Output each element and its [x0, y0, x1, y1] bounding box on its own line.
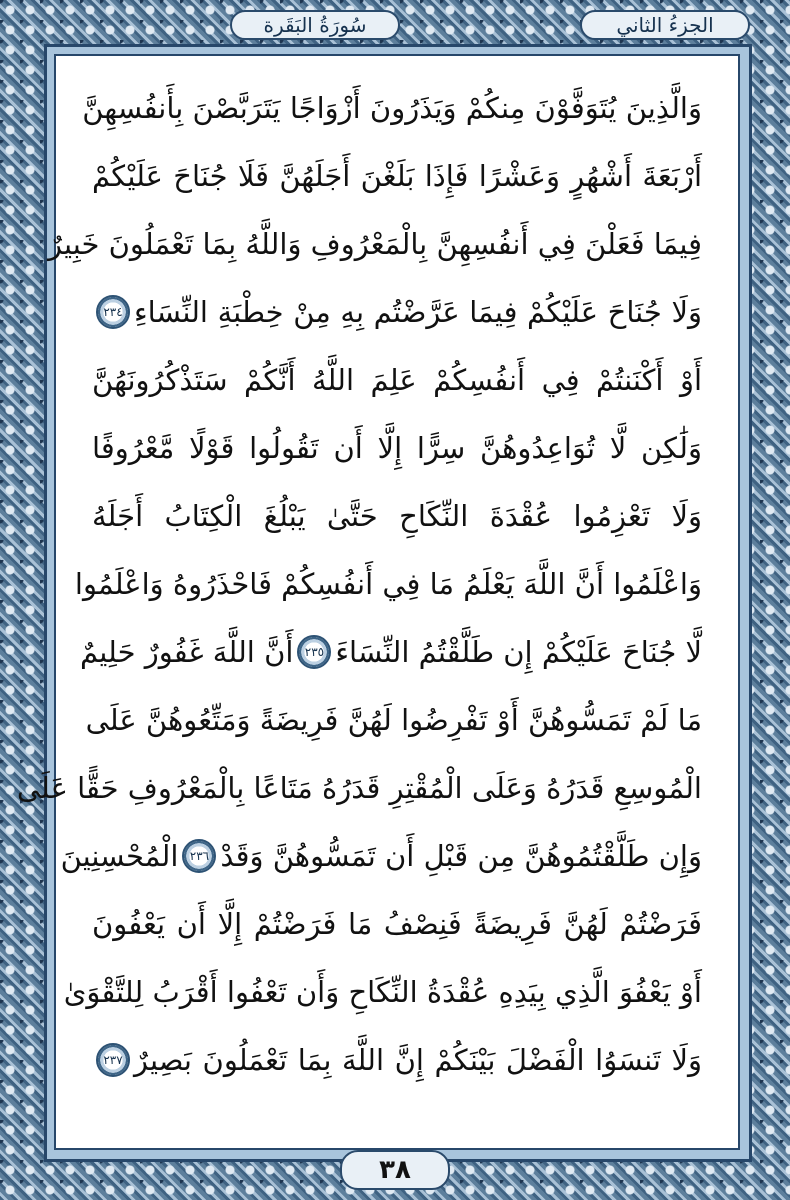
- text-line-5: [92, 352, 702, 408]
- text-line-12: [60, 828, 702, 884]
- text-line-13: [92, 896, 702, 952]
- line-text: مَا لَمْ تَمَسُّوهُنَّ أَوْ تَفْرِضُوا لَهُنَّ فَرِيضَةً وَمَتِّعُوهُنَّ عَلَى: [85, 703, 702, 737]
- text-line-10: [85, 692, 702, 748]
- text-line-11: [16, 760, 702, 816]
- text-line-1: [82, 80, 702, 136]
- line-text-after-marker: لَّا جُنَاحَ عَلَيْكُمْ إِن طَلَّقْتُمُ النِّسَاءَ: [335, 635, 702, 669]
- text-line-14: [63, 964, 702, 1020]
- line-text: وَلَا جُنَاحَ عَلَيْكُمْ فِيمَا عَرَّضْتُم بِهِ مِنْ خِطْبَةِ النِّسَاءِ: [134, 295, 702, 329]
- line-text: وَاعْلَمُوا أَنَّ اللَّهَ يَعْلَمُ مَا فِي أَنفُسِكُمْ فَاحْذَرُوهُ وَاعْلَمُوا: [74, 567, 702, 601]
- line-text: الْمُوسِعِ قَدَرُهُ وَعَلَى الْمُقْتِرِ قَدَرُهُ مَتَاعًا بِالْمَعْرُوفِ حَقًّا عَلَى: [16, 771, 702, 805]
- line-text: وَلَٰكِن لَّا تُوَاعِدُوهُنَّ سِرًّا إِلَّا أَن تَقُولُوا قَوْلًا مَّعْرُوفًا: [92, 431, 702, 465]
- line-text-before-marker: الْمُحْسِنِينَ: [60, 839, 179, 873]
- text-line-7: [92, 488, 702, 544]
- line-text: أَوْ أَكْنَنتُمْ فِي أَنفُسِكُمْ عَلِمَ اللَّهُ أَنَّكُمْ سَتَذْكُرُونَهُنَّ: [92, 363, 702, 397]
- juz-label: الجزءُ الثاني: [580, 10, 750, 40]
- line-text: فِيمَا فَعَلْنَ فِي أَنفُسِهِنَّ بِالْمَعْرُوفِ وَاللَّهُ بِمَا تَعْمَلُونَ خَبِيرٌ: [47, 227, 702, 261]
- line-text: أَرْبَعَةَ أَشْهُرٍ وَعَشْرًا فَإِذَا بَلَغْنَ أَجَلَهُنَّ فَلَا جُنَاحَ عَلَيْكُمْ: [92, 159, 702, 193]
- text-line-2: [92, 148, 702, 204]
- text-line-9: [79, 624, 702, 680]
- text-line-8: [74, 556, 702, 612]
- surah-label: سُورَةُ البَقَرة: [230, 10, 400, 40]
- text-line-6: [92, 420, 702, 476]
- ayah-marker-235: ٢٣٥: [297, 635, 331, 669]
- text-line-4: [92, 284, 702, 340]
- line-text-before-marker: أَنَّ اللَّهَ غَفُورٌ حَلِيمٌ: [79, 635, 294, 669]
- line-text: وَلَا تَنسَوُا الْفَضْلَ بَيْنَكُمْ إِنَّ اللَّهَ بِمَا تَعْمَلُونَ بَصِيرٌ: [134, 1043, 702, 1077]
- ayah-marker-236: ٢٣٦: [182, 839, 216, 873]
- line-text: وَلَا تَعْزِمُوا عُقْدَةَ النِّكَاحِ حَتَّىٰ يَبْلُغَ الْكِتَابُ أَجَلَهُ: [92, 499, 702, 533]
- ayah-marker-237: ٢٣٧: [96, 1043, 130, 1077]
- ayah-marker-234: ٢٣٤: [96, 295, 130, 329]
- text-line-3: [47, 216, 702, 272]
- line-text: أَوْ يَعْفُوَ الَّذِي بِيَدِهِ عُقْدَةُ النِّكَاحِ وَأَن تَعْفُوا أَقْرَبُ لِلتَّقْوَىٰ: [63, 975, 702, 1009]
- page-number: ٣٨: [340, 1150, 450, 1190]
- page-header: [20, 6, 770, 44]
- text-line-15: [92, 1032, 702, 1088]
- quran-text-block: [16, 80, 702, 1120]
- line-text-after-marker: وَإِن طَلَّقْتُمُوهُنَّ مِن قَبْلِ أَن تَمَسُّوهُنَّ وَقَدْ: [220, 839, 702, 873]
- line-text: وَالَّذِينَ يُتَوَفَّوْنَ مِنكُمْ وَيَذَرُونَ أَزْوَاجًا يَتَرَبَّصْنَ بِأَنفُسِهِنَّ: [82, 91, 702, 125]
- line-text: فَرَضْتُمْ لَهُنَّ فَرِيضَةً فَنِصْفُ مَا فَرَضْتُمْ إِلَّا أَن يَعْفُونَ: [92, 907, 702, 941]
